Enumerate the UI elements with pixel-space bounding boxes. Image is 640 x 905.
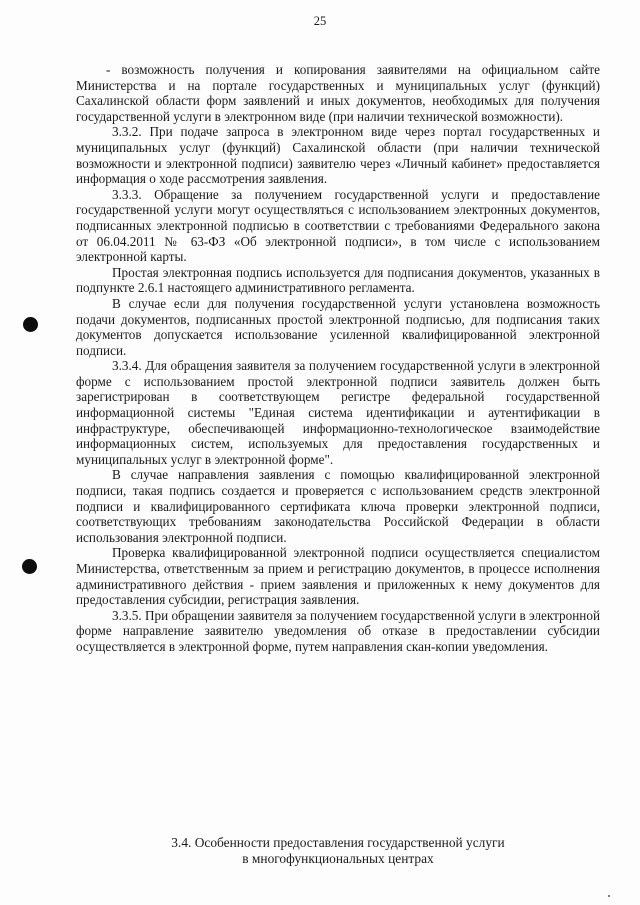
section-heading <box>76 835 600 867</box>
paragraph-3: 3.3.3. Обращение за получением государственной услуги и предоставление государственной услуги могут осуществляться с использованием электронных документов, подписанных электронной подписью в соответствии с требованиями Федерального закона от 06.04.2011 № 63-ФЗ «Об электронной подписи», в том числе с использованием электронной карты. <box>76 186 600 265</box>
paragraph-8: Проверка квалифицированной электронной подписи осуществляется специалистом Министерства, ответственным за прием и регистрацию документов, в процессе исполнения административного действия - прием заявления и приложенных к нему документов для предоставления субсидии, регистрация заявления. <box>76 545 600 608</box>
paragraph-4: Простая электронная подпись используется для подписания документов, указанных в подпункте 2.6.1 настоящего административного регламента. <box>76 264 600 296</box>
paragraph-1: - возможность получения и копирования заявителями на официальном сайте Министерства и на портале государственных и муниципальных услуг (функций) Сахалинской области форм заявлений и иных документов, необходимых для получения государственной услуги в электронном виде (при наличии технической возможности). <box>76 62 600 124</box>
section-heading-line-2: в многофункциональных центрах <box>242 851 434 866</box>
punch-hole-mark <box>22 559 37 574</box>
page-number: 25 <box>313 14 327 28</box>
section-heading-line-1: 3.4. Особенности предоставления государственной услуги <box>171 835 505 850</box>
paragraph-9: 3.3.5. При обращении заявителя за получением государственной услуги в электронной форме направление заявителю уведомления об отказе в предоставлении субсидии осуществляется в электронной форме, путем направления скан-копии уведомления. <box>76 607 600 654</box>
body-text <box>76 62 600 655</box>
punch-hole-mark <box>23 317 38 332</box>
paragraph-6: 3.3.4. Для обращения заявителя за получением государственной услуги в электронной форме с использованием простой электронной подписи заявитель должен быть зарегистрирован в соответствующем регистре федеральной государственной информационной системы "Единая система идентификации и аутентификации в инфраструктуре, обеспечивающей информационно-технологическое взаимодействие информационных систем, используемых для предоставления государственных и муниципальных услуг в электронной форме". <box>76 358 600 467</box>
paragraph-2: 3.3.2. При подаче запроса в электронном виде через портал государственных и муниципальных услуг (функций) Сахалинской области (при наличии технической возможности и электронной подписи) заявителю через «Личный кабинет» предоставляется информация о ходе рассмотрения заявления. <box>76 124 600 187</box>
scan-speck <box>608 895 610 897</box>
paragraph-7: В случае направления заявления с помощью квалифицированной электронной подписи, такая подпись создается и проверяется с использованием средств электронной подписи и квалифицированного сертификата ключа проверки электронной подписи, соответствующих требованиям законодательства Российской Федерации в области использования электронной подписи. <box>76 467 600 545</box>
paragraph-5: В случае если для получения государственной услуги установлена возможность подачи документов, подписанных простой электронной подписью, для подписания таких документов допускается использование усиленной квалифицированной электронной подписи. <box>76 295 600 358</box>
